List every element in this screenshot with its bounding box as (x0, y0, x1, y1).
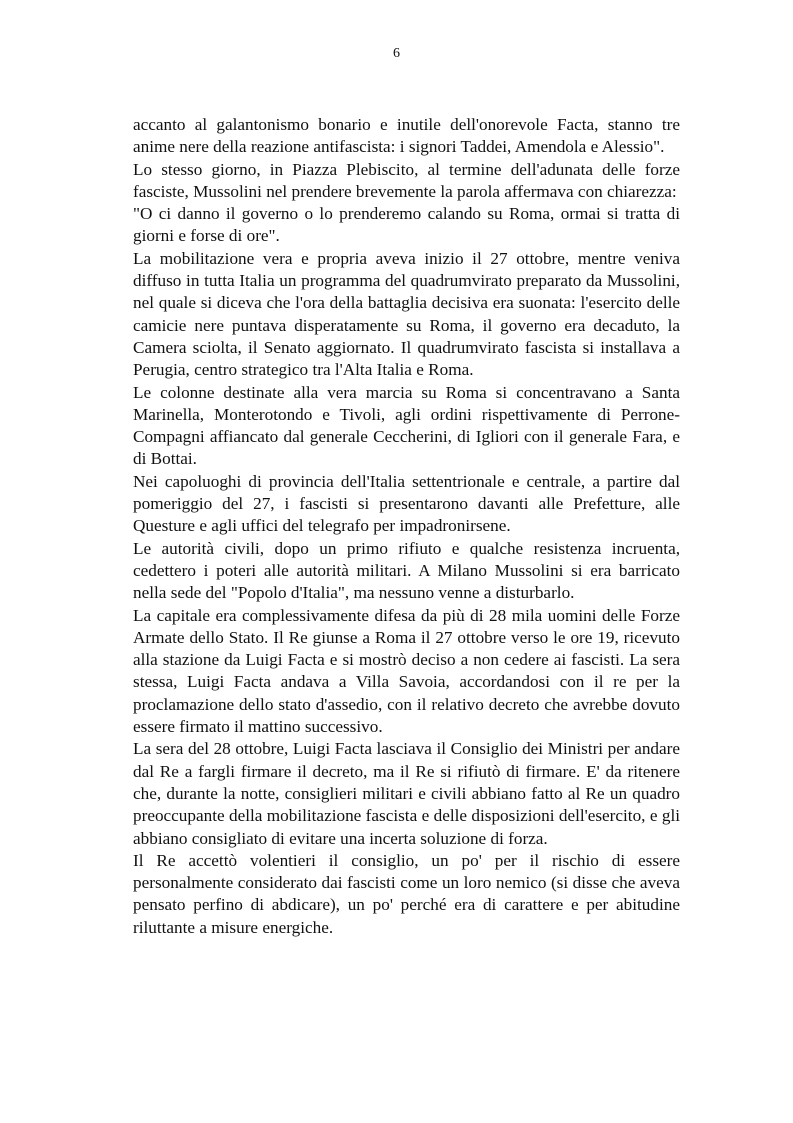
paragraph-3: "O ci danno il governo o lo prenderemo calando su Roma, ormai si tratta di giorni e forse di ore". (133, 204, 680, 246)
paragraph-9: La sera del 28 ottobre, Luigi Facta lasciava il Consiglio dei Ministri per andare dal Re a fargli firmare il decreto, ma il Re si rifiutò di firmare. E' da ritenere che, durante la notte, consiglieri militari e civili abbiano fatto al Re un quadro preoccupante della mobilitazione fascista e delle disposizioni dell'esercito, e gli abbiano consigliato di evitare una incerta soluzione di forza. (133, 739, 680, 848)
paragraph-8: La capitale era complessivamente difesa da più di 28 mila uomini delle Forze Armate dello Stato. Il Re giunse a Roma il 27 ottobre verso le ore 19, ricevuto alla stazione da Luigi Facta e si mostrò deciso a non cedere ai fascisti. La sera stessa, Luigi Facta andava a Villa Savoia, accordandosi con il re per la proclamazione dello stato d'assedio, con il relativo decreto che avrebbe dovuto essere firmato il mattino successivo. (133, 605, 680, 737)
paragraph-2: Lo stesso giorno, in Piazza Plebiscito, al termine dell'adunata delle forze fasciste, Mussolini nel prendere brevemente la parola affermava con chiarezza: (133, 159, 680, 201)
paragraph-7: Le autorità civili, dopo un primo rifiuto e qualche resistenza incruenta, cedettero i poteri alle autorità militari. A Milano Mussolini si era barricato nella sede del "Popolo d'Italia", ma nessuno venne a disturbarlo. (133, 538, 680, 603)
paragraph-5: Le colonne destinate alla vera marcia su Roma si concentravano a Santa Marinella, Monterotondo e Tivoli, agli ordini rispettivamente di Perrone-Compagni affiancato dal generale Ceccherini, di Igliori con il generale Fara, e di Bottai. (133, 382, 680, 469)
paragraph-10: Il Re accettò volentieri il consiglio, un po' per il rischio di essere personalmente considerato dai fascisti come un loro nemico (si disse che aveva pensato perfino di abdicare), un po' perché era di carattere e per abitudine riluttante a misure energiche. (133, 850, 680, 937)
paragraph-6: Nei capoluoghi di provincia dell'Italia settentrionale e centrale, a partire dal pomeriggio del 27, i fascisti si presentarono davanti alle Prefetture, alle Questure e agli uffici del telegrafo per impadronirsene. (133, 471, 680, 536)
body-text (133, 114, 680, 939)
paragraph-1: accanto al galantonismo bonario e inutile dell'onorevole Facta, stanno tre anime nere della reazione antifascista: i signori Taddei, Amendola e Alessio". (133, 115, 680, 157)
page-number: 6 (393, 46, 400, 61)
paragraph-4: La mobilitazione vera e propria aveva inizio il 27 ottobre, mentre veniva diffuso in tutta Italia un programma del quadrumvirato preparato da Mussolini, nel quale si diceva che l'ora della battaglia decisiva era suonata: l'esercito delle camicie nere puntava disperatamente su Roma, il governo era decaduto, la Camera sciolta, il Senato aggiornato. Il quadrumvirato fascista si installava a Perugia, centro strategico tra l'Alta Italia e Roma. (133, 248, 680, 380)
